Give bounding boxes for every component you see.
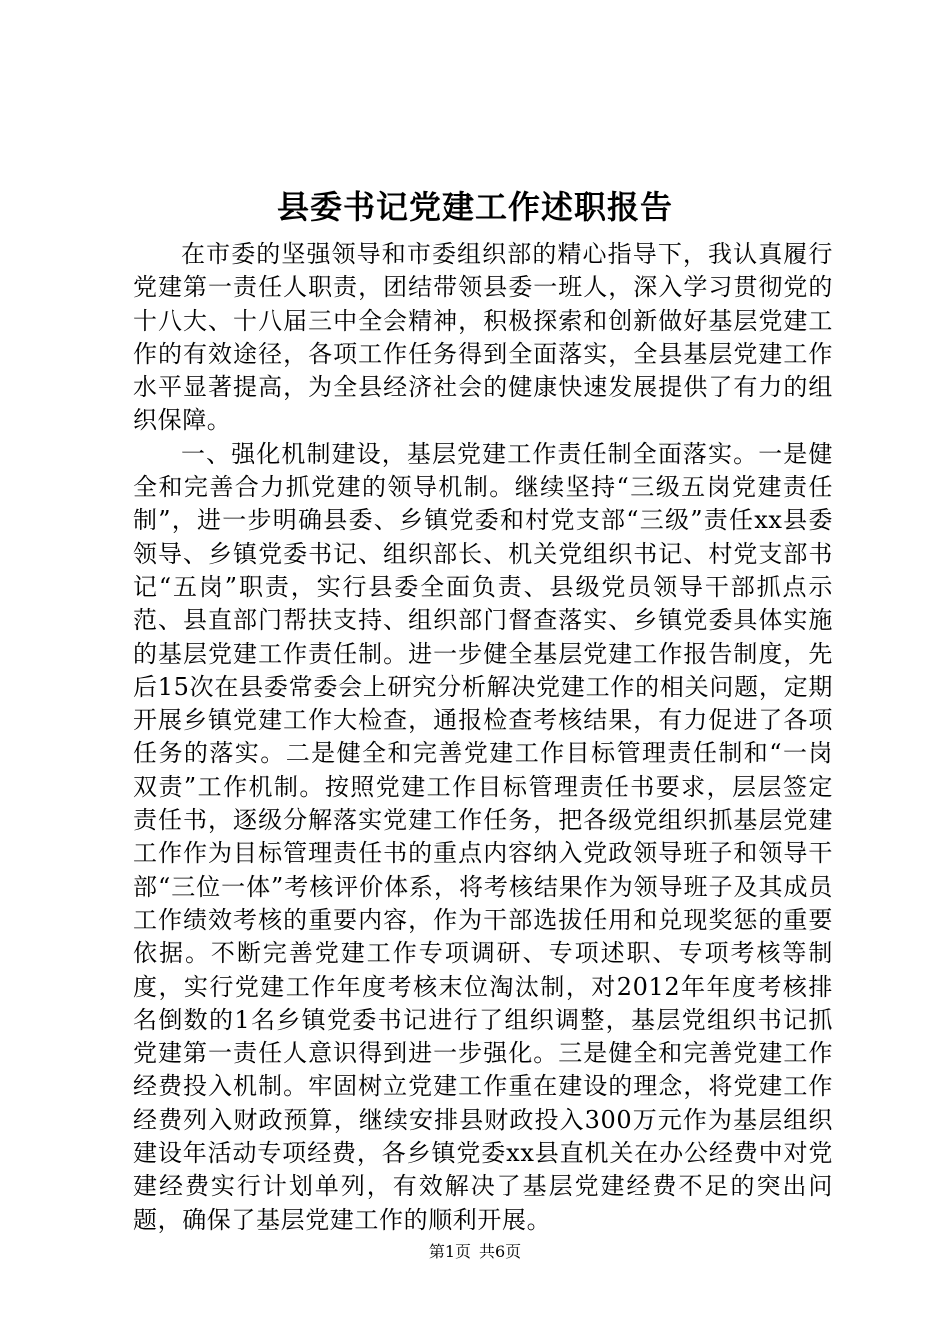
page-total: 共6页 xyxy=(479,1242,522,1261)
document-title: 县委书记党建工作述职报告 xyxy=(276,188,673,226)
document-body xyxy=(133,238,833,1237)
paragraph-intro: 在市委的坚强领导和市委组织部的精心指导下，我认真履行党建第一责任人职责，团结带领县委一班人，深入学习贯彻党的十八大、十八届三中全会精神，积极探索和创新做好基层党建工作的有效途径，各项工作任务得到全面落实，全县基层党建工作水平显著提高，为全县经济社会的健康快速发展提供了有力的组织保障。 xyxy=(133,240,833,435)
page-number: 第1页 xyxy=(428,1242,471,1261)
paragraph-section-1: 一、强化机制建设，基层党建工作责任制全面落实。一是健全和完善合力抓党建的领导机制。继续坚持“三级五岗党建责任制”，进一步明确县委、乡镇党委和村党支部“三级”责任xx县委领导、乡镇党委书记、组织部长、机关党组织书记、村党支部书记“五岗”职责，实行县委全面负责、县级党员领导干部抓点示范、县直部门帮扶支持、组织部门督查落实、乡镇党委具体实施的基层党建工作责任制。进一步健全基层党建工作报告制度，先后15次在县委常委会上研究分析解决党建工作的相关问题，定期开展乡镇党建工作大检查，通报检查考核结果，有力促进了各项任务的落实。二是健全和完善党建工作目标管理责任制和“一岗双责”工作机制。按照党建工作目标管理责任书要求，层层签定责任书，逐级分解落实党建工作任务，把各级党组织抓基层党建工作作为目标管理责任书的重点内容纳入党政领导班子和领导干部“三位一体”考核评价体系，将考核结果作为领导班子及其成员工作绩效考核的重要内容，作为干部选拔任用和兑现奖惩的重要依据。不断完善党建工作专项调研、专项述职、专项考核等制度，实行党建工作年度考核末位淘汰制，对2012年年度考核排名倒数的1名乡镇党委书记进行了组织调整，基层党组织书记抓党建第一责任人意识得到进一步强化。三是健全和完善党建工作经费投入机制。牢固树立党建工作重在建设的理念，将党建工作经费列入财政预算，继续安排县财政投入300万元作为基层组织建设年活动专项经费，各乡镇党委xx县直机关在办公经费中对党建经费实行计划单列，有效解决了基层党建经费不足的突出问题，确保了基层党建工作的顺利开展。 xyxy=(133,439,833,1234)
page-footer xyxy=(0,1240,950,1264)
